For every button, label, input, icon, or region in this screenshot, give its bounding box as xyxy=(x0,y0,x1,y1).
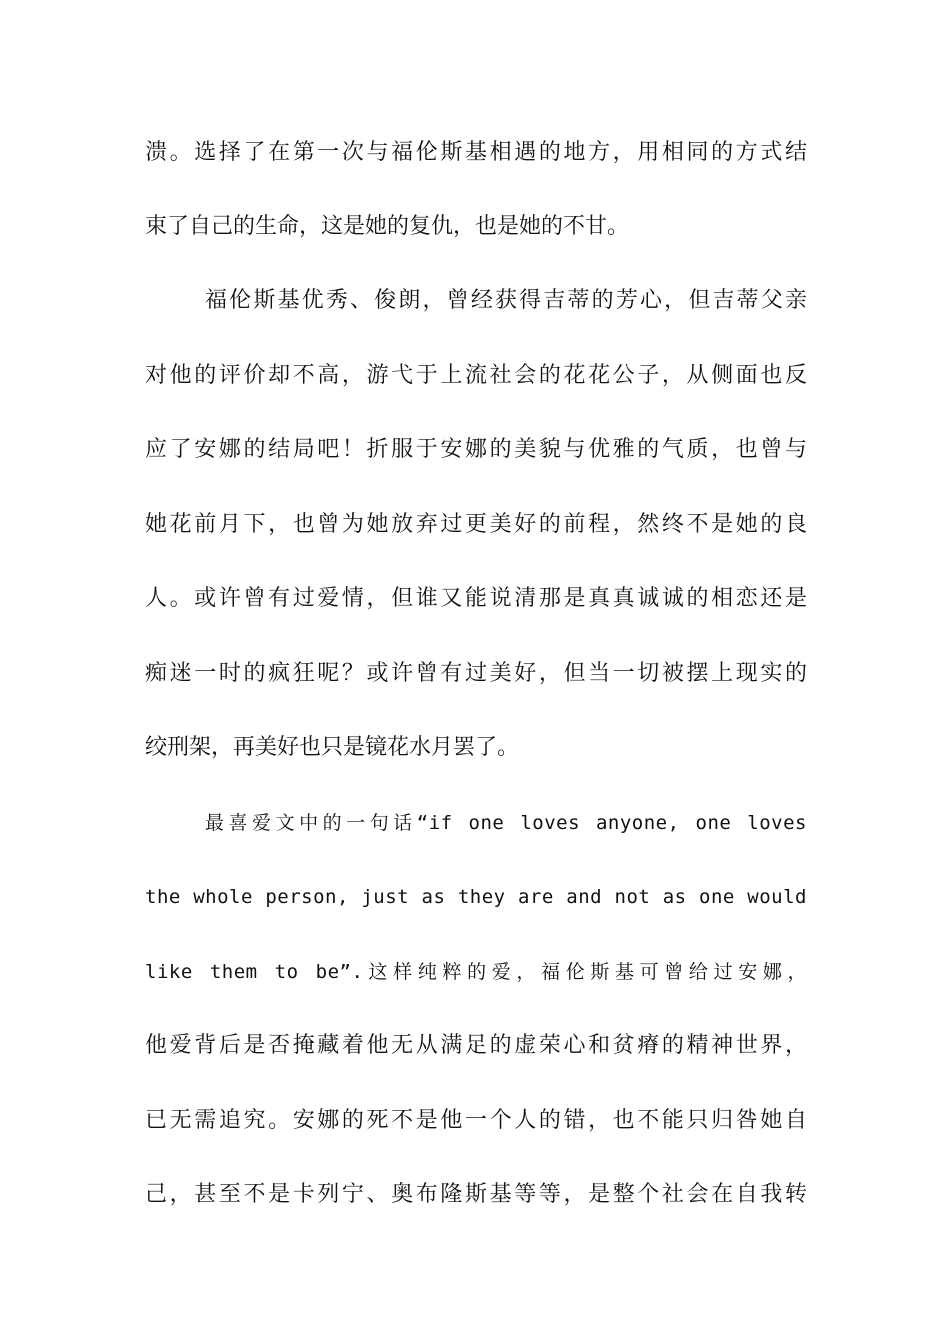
text-line: 他爱背后是否掩藏着他无从满足的虚荣心和贫瘠的精神世界， xyxy=(145,1033,807,1058)
text-line: 痴迷一时的疯狂呢？或许曾有过美好，但当一切被摆上现实的 xyxy=(145,661,807,686)
text-line: 人。或许曾有过爱情，但谁又能说清那是真真诚诚的相恋还是 xyxy=(145,586,807,611)
text-line: 束了自己的生命，这是她的复仇，也是她的不甘。 xyxy=(145,214,630,239)
text-line: 己，甚至不是卡列宁、奥布隆斯基等等，是整个社会在自我转 xyxy=(145,1182,807,1207)
text-line: 她花前月下，也曾为她放弃过更美好的前程，然终不是她的良 xyxy=(145,512,807,537)
text-line: 溃。选择了在第一次与福伦斯基相遇的地方，用相同的方式结 xyxy=(145,140,807,165)
text-line: 绞刑架，再美好也只是镜花水月罢了。 xyxy=(145,735,520,760)
text-line: 福伦斯基优秀、俊朗，曾经获得吉蒂的芳心，但吉蒂父亲 xyxy=(205,288,807,313)
text-line: the whole person, just as they are and not as one would xyxy=(145,886,807,908)
text-line: 应了安娜的结局吧！折服于安娜的美貌与优雅的气质，也曾与 xyxy=(145,437,807,462)
text-line: 对他的评价却不高，游弋于上流社会的花花公子，从侧面也反 xyxy=(145,363,807,388)
text-line: like them to be”.这样纯粹的爱，福伦斯基可曾给过安娜， xyxy=(145,961,807,983)
text-line: 最喜爱文中的一句话“if one loves anyone, one loves xyxy=(205,812,807,834)
text-line: 已无需追究。安娜的死不是他一个人的错，也不能只归咎她自 xyxy=(145,1108,807,1133)
